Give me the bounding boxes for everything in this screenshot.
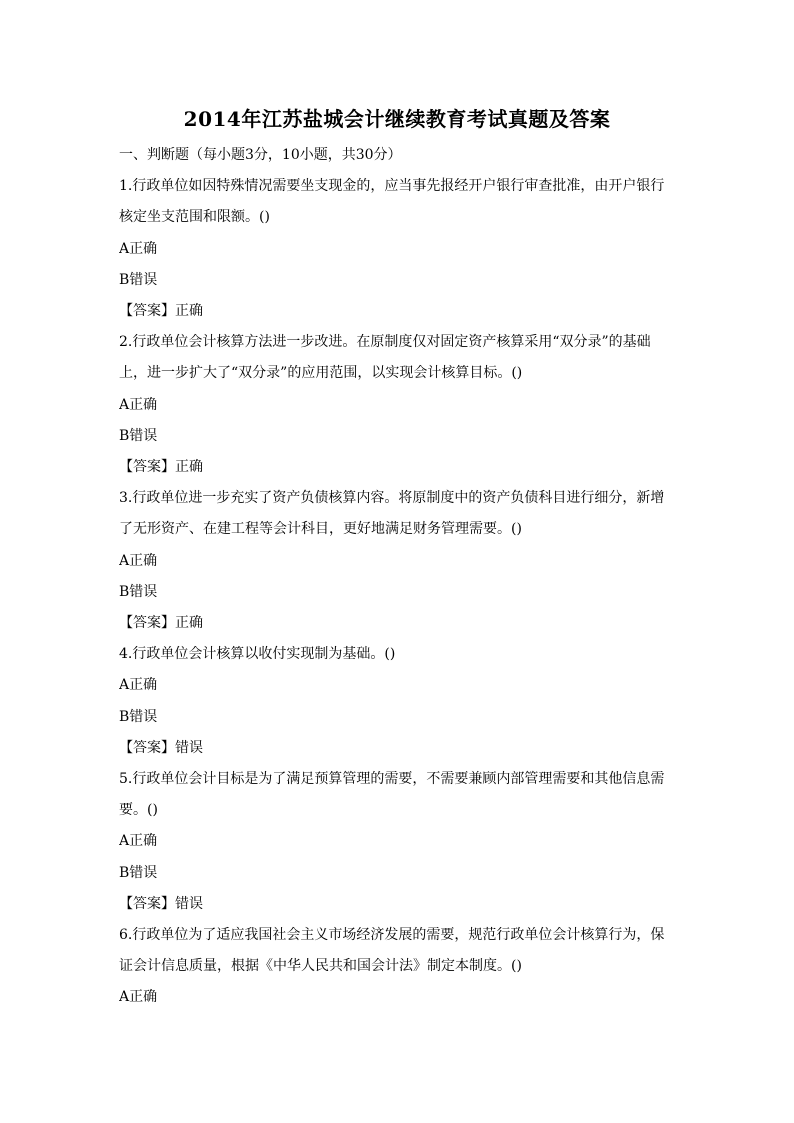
question-6-line-2: 证会计信息质量，根据《中华人民共和国会计法》制定本制度。() [119,958,522,975]
question-5-line-1: 5.行政单位会计目标是为了满足预算管理的需要，不需要兼顾内部管理需要和其他信息需 [119,771,665,788]
question-1-option-b: B错误 [119,271,158,288]
question-1-line-1: 1.行政单位如因特殊情况需要坐支现金的，应当事先报经开户银行审查批准，由开户银行 [119,178,665,195]
document-body [119,140,671,1014]
question-3-line-1: 3.行政单位进一步充实了资产负债核算内容。将原制度中的资产负债科目进行细分，新增 [119,490,665,507]
question-6-option-a: A正确 [119,989,158,1006]
question-5-option-b: B错误 [119,864,158,881]
question-1-answer: 【答案】正确 [119,303,203,320]
question-2-option-a: A正确 [119,396,158,413]
question-4-answer: 【答案】错误 [119,739,203,756]
question-3-option-a: A正确 [119,552,158,569]
question-6-line-1: 6.行政单位为了适应我国社会主义市场经济发展的需要，规范行政单位会计核算行为，保 [119,927,665,944]
question-3-answer: 【答案】正确 [119,615,203,632]
question-2-line-1: 2.行政单位会计核算方法进一步改进。在原制度仅对固定资产核算采用“双分录”的基础 [119,334,651,351]
question-2-line-2: 上，进一步扩大了“双分录”的应用范围，以实现会计核算目标。() [119,365,523,382]
question-4-line-1: 4.行政单位会计核算以收付实现制为基础。() [119,646,396,663]
document-title: 2014年江苏盐城会计继续教育考试真题及答案 [183,107,611,131]
question-5-option-a: A正确 [119,833,158,850]
section-heading: 一、判断题（每小题3分，10小题，共30分） [119,147,402,163]
question-5-line-2: 要。() [119,802,158,819]
question-2-answer: 【答案】正确 [119,459,203,476]
question-3-option-b: B错误 [119,583,158,600]
question-2-option-b: B错误 [119,427,158,444]
question-3-line-2: 了无形资产、在建工程等会计科目，更好地满足财务管理需要。() [119,521,522,538]
question-4-option-a: A正确 [119,677,158,694]
question-5-answer: 【答案】错误 [119,895,203,912]
question-1-line-2: 核定坐支范围和限额。() [119,209,270,226]
question-4-option-b: B错误 [119,708,158,725]
question-1-option-a: A正确 [119,240,158,257]
